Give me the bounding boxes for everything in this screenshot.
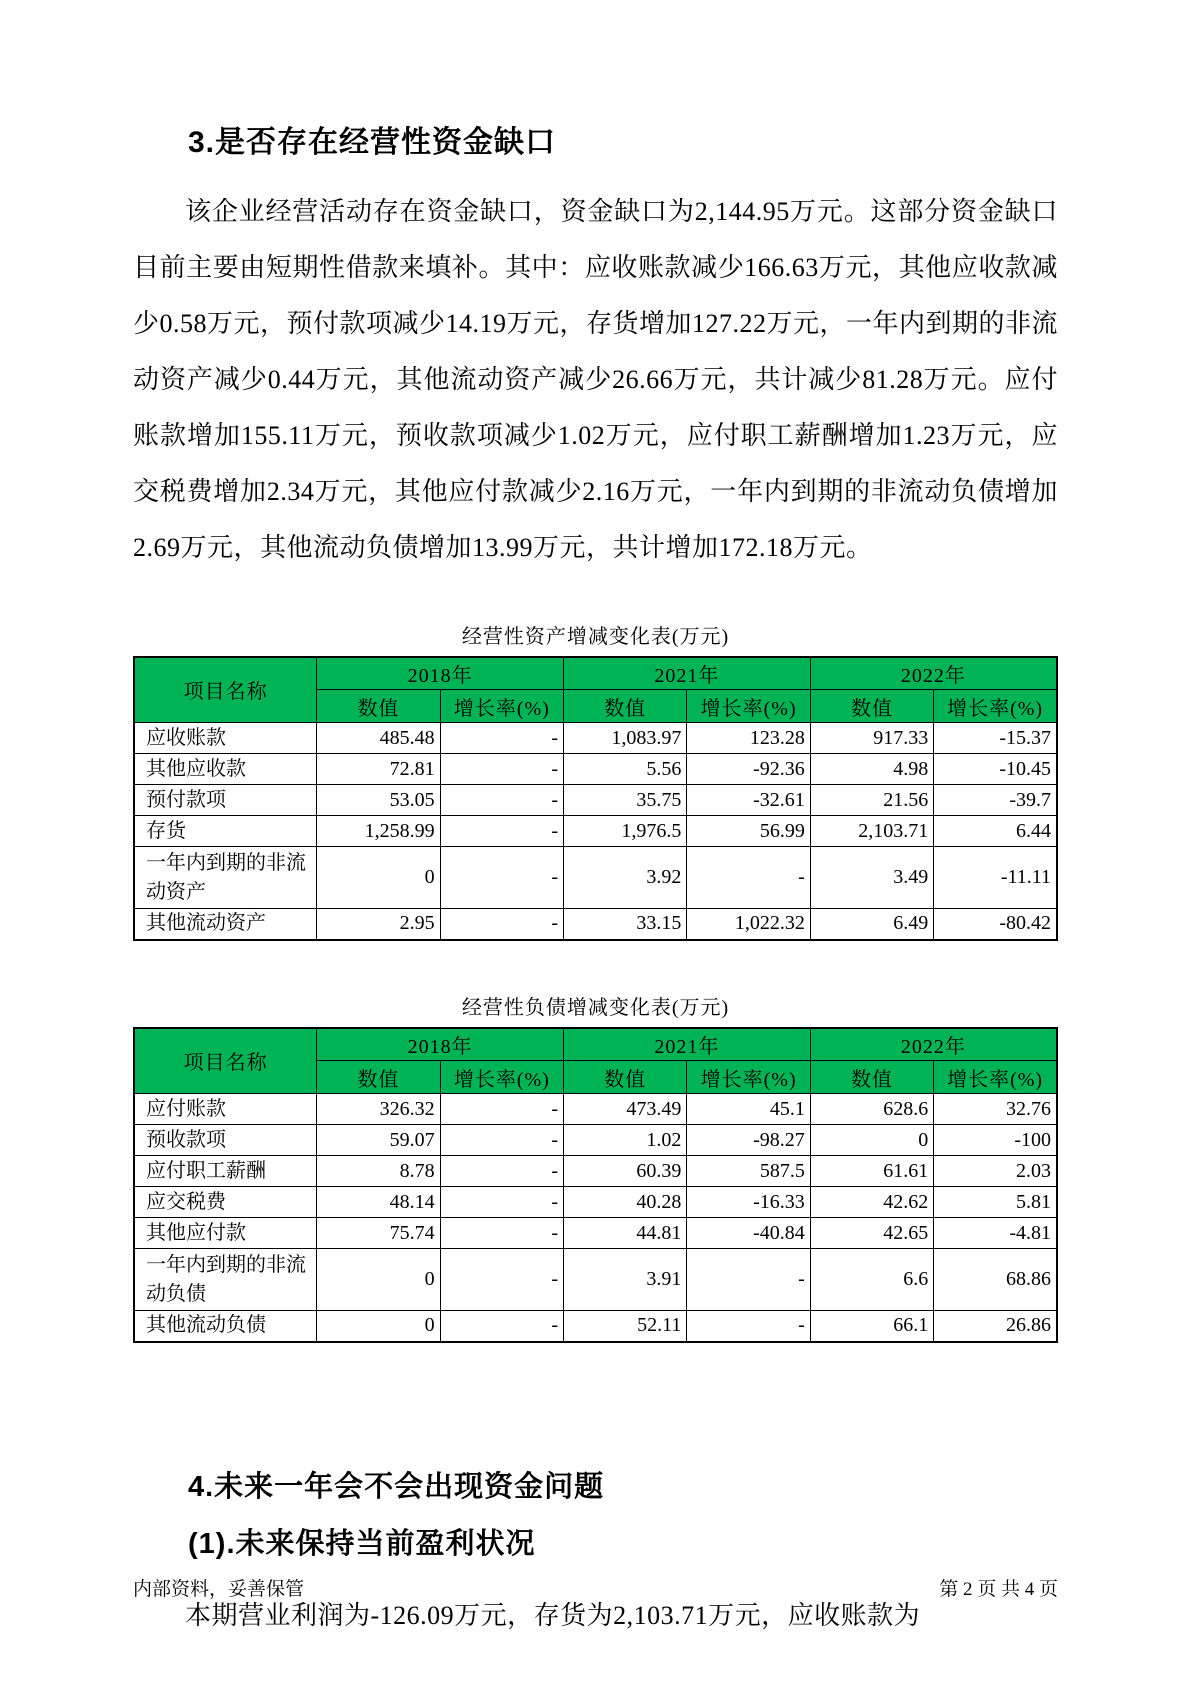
- table-cell: -: [440, 1218, 563, 1249]
- assets-col-header-2018: 2018年: [317, 657, 564, 690]
- table-cell: -15.37: [934, 723, 1057, 754]
- table-cell: 5.81: [934, 1187, 1057, 1218]
- footer-confidential-note: 内部资料，妥善保管: [133, 1579, 305, 1600]
- table-row: [134, 1125, 1057, 1156]
- table-cell: 42.62: [810, 1187, 933, 1218]
- table-cell: 6.44: [934, 816, 1057, 847]
- liabilities-header-years-row: [134, 1028, 1057, 1061]
- assets-subheader-value-2018: 数值: [317, 690, 440, 723]
- table-cell: 5.56: [564, 754, 687, 785]
- row-label: 预付款项: [134, 785, 317, 816]
- row-label: 存货: [134, 816, 317, 847]
- assets-table: [133, 656, 1058, 941]
- table-cell: 326.32: [317, 1094, 440, 1125]
- section4-paragraph: 本期营业利润为-126.09万元，存货为2,103.71万元，应收账款为: [185, 1601, 921, 1630]
- table-cell: 3.49: [810, 847, 933, 909]
- table-row: [134, 1094, 1057, 1125]
- assets-col-header-item: 项目名称: [134, 657, 317, 723]
- table-cell: -100: [934, 1125, 1057, 1156]
- table-cell: 52.11: [564, 1311, 687, 1342]
- row-label: 其他流动负债: [134, 1311, 317, 1342]
- table-cell: -: [440, 1249, 563, 1311]
- row-label: 预收款项: [134, 1125, 317, 1156]
- table-cell: 587.5: [687, 1156, 810, 1187]
- table-cell: 628.6: [810, 1094, 933, 1125]
- table-cell: 53.05: [317, 785, 440, 816]
- row-label: 应收账款: [134, 723, 317, 754]
- table-cell: -: [440, 847, 563, 909]
- table-row: [134, 816, 1057, 847]
- table-cell: 26.86: [934, 1311, 1057, 1342]
- liabilities-table-title: 经营性负债增减变化表(万元): [461, 996, 730, 1019]
- table-cell: 0: [317, 1249, 440, 1311]
- table-cell: 485.48: [317, 723, 440, 754]
- table-cell: 917.33: [810, 723, 933, 754]
- table-cell: 75.74: [317, 1218, 440, 1249]
- liabilities-col-header-2018: 2018年: [317, 1028, 564, 1061]
- table-cell: 33.15: [564, 909, 687, 940]
- table-row: [134, 754, 1057, 785]
- table-row: [134, 1218, 1057, 1249]
- table-cell: 0: [810, 1125, 933, 1156]
- table-cell: -: [440, 909, 563, 940]
- table-cell: -: [687, 1249, 810, 1311]
- table-row: [134, 723, 1057, 754]
- table-cell: -80.42: [934, 909, 1057, 940]
- assets-subheader-value-2021: 数值: [564, 690, 687, 723]
- assets-subheader-growth-2018: 增长率(%): [440, 690, 563, 723]
- liabilities-col-header-2021: 2021年: [564, 1028, 811, 1061]
- table-cell: 21.56: [810, 785, 933, 816]
- liabilities-subheader-growth-2022: 增长率(%): [934, 1061, 1057, 1094]
- assets-col-header-2021: 2021年: [564, 657, 811, 690]
- table-cell: 2.95: [317, 909, 440, 940]
- table-cell: -: [687, 1311, 810, 1342]
- table-cell: 1,083.97: [564, 723, 687, 754]
- table-cell: 6.6: [810, 1249, 933, 1311]
- table-cell: 1,022.32: [687, 909, 810, 940]
- assets-header-years-row: [134, 657, 1057, 690]
- table-cell: 68.86: [934, 1249, 1057, 1311]
- liabilities-subheader-growth-2018: 增长率(%): [440, 1061, 563, 1094]
- footer-page-number: 第 2 页 共 4 页: [939, 1579, 1058, 1600]
- row-label: 应交税费: [134, 1187, 317, 1218]
- table-row: [134, 1187, 1057, 1218]
- assets-subheader-growth-2021: 增长率(%): [687, 690, 810, 723]
- section4-heading: 4.未来一年会不会出现资金问题: [188, 1470, 605, 1503]
- table-cell: -: [440, 816, 563, 847]
- liabilities-subheader-value-2021: 数值: [564, 1061, 687, 1094]
- table-cell: -: [440, 1094, 563, 1125]
- table-row: [134, 847, 1057, 909]
- table-cell: 1.02: [564, 1125, 687, 1156]
- row-label: 其他流动资产: [134, 909, 317, 940]
- table-cell: -: [440, 1311, 563, 1342]
- table-cell: -92.36: [687, 754, 810, 785]
- liabilities-subheader-value-2018: 数值: [317, 1061, 440, 1094]
- table-cell: 35.75: [564, 785, 687, 816]
- table-cell: -: [440, 1187, 563, 1218]
- section3-heading: 3.是否存在经营性资金缺口: [188, 126, 557, 159]
- table-row: [134, 785, 1057, 816]
- table-cell: 1,976.5: [564, 816, 687, 847]
- assets-subheader-growth-2022: 增长率(%): [934, 690, 1057, 723]
- liabilities-col-header-item: 项目名称: [134, 1028, 317, 1094]
- liabilities-table: [133, 1027, 1058, 1343]
- table-cell: -: [440, 785, 563, 816]
- table-cell: 32.76: [934, 1094, 1057, 1125]
- table-cell: 1,258.99: [317, 816, 440, 847]
- table-cell: 56.99: [687, 816, 810, 847]
- table-cell: 8.78: [317, 1156, 440, 1187]
- table-cell: 6.49: [810, 909, 933, 940]
- table-cell: 60.39: [564, 1156, 687, 1187]
- table-row: [134, 1156, 1057, 1187]
- table-cell: 59.07: [317, 1125, 440, 1156]
- section3-paragraph: 该企业经营活动存在资金缺口，资金缺口为2,144.95万元。这部分资金缺口目前主要由短期性借款来填补。其中：应收账款减少166.63万元，其他应收款减少0.58万元，预付款项减少14.19万元，存货增加127.22万元，一年内到期的非流动资产减少0.44万元，其他流动资产减少26.66万元，共计减少81.28万元。应付账款增加155.11万元，预收款项减少1.02万元，应付职工薪酬增加1.23万元，应交税费增加2.34万元，其他应付款减少2.16万元，一年内到期的非流动负债增加2.69万元，其他流动负债增加13.99万元，共计增加172.18万元。: [133, 196, 1059, 562]
- table-cell: -4.81: [934, 1218, 1057, 1249]
- table-cell: 3.92: [564, 847, 687, 909]
- table-cell: 123.28: [687, 723, 810, 754]
- table-cell: 66.1: [810, 1311, 933, 1342]
- row-label: 其他应收款: [134, 754, 317, 785]
- table-cell: 4.98: [810, 754, 933, 785]
- page-footer: [133, 1574, 1058, 1601]
- section4-subheading: (1).未来保持当前盈利状况: [188, 1527, 536, 1560]
- table-cell: 2,103.71: [810, 816, 933, 847]
- row-label: 应付账款: [134, 1094, 317, 1125]
- table-cell: 3.91: [564, 1249, 687, 1311]
- table-cell: 61.61: [810, 1156, 933, 1187]
- table-cell: -: [440, 723, 563, 754]
- table-row: [134, 1249, 1057, 1311]
- table-cell: 2.03: [934, 1156, 1057, 1187]
- table-cell: 48.14: [317, 1187, 440, 1218]
- assets-subheader-value-2022: 数值: [810, 690, 933, 723]
- table-cell: 42.65: [810, 1218, 933, 1249]
- row-label: 应付职工薪酬: [134, 1156, 317, 1187]
- row-label: 一年内到期的非流动资产: [134, 847, 317, 909]
- row-label: 一年内到期的非流动负债: [134, 1249, 317, 1311]
- table-cell: -11.11: [934, 847, 1057, 909]
- liabilities-col-header-2022: 2022年: [810, 1028, 1057, 1061]
- table-cell: -: [440, 1156, 563, 1187]
- table-cell: -39.7: [934, 785, 1057, 816]
- table-cell: -32.61: [687, 785, 810, 816]
- table-row: [134, 1311, 1057, 1342]
- table-cell: -10.45: [934, 754, 1057, 785]
- table-cell: -16.33: [687, 1187, 810, 1218]
- table-cell: -98.27: [687, 1125, 810, 1156]
- liabilities-subheader-value-2022: 数值: [810, 1061, 933, 1094]
- table-cell: 473.49: [564, 1094, 687, 1125]
- table-cell: 0: [317, 847, 440, 909]
- table-cell: -: [440, 1125, 563, 1156]
- table-cell: 44.81: [564, 1218, 687, 1249]
- table-cell: 45.1: [687, 1094, 810, 1125]
- table-cell: 0: [317, 1311, 440, 1342]
- assets-col-header-2022: 2022年: [810, 657, 1057, 690]
- table-cell: -: [687, 847, 810, 909]
- table-cell: -: [440, 754, 563, 785]
- assets-table-title: 经营性资产增减变化表(万元): [461, 625, 730, 648]
- liabilities-subheader-growth-2021: 增长率(%): [687, 1061, 810, 1094]
- table-row: [134, 909, 1057, 940]
- table-cell: 40.28: [564, 1187, 687, 1218]
- table-cell: 72.81: [317, 754, 440, 785]
- table-cell: -40.84: [687, 1218, 810, 1249]
- row-label: 其他应付款: [134, 1218, 317, 1249]
